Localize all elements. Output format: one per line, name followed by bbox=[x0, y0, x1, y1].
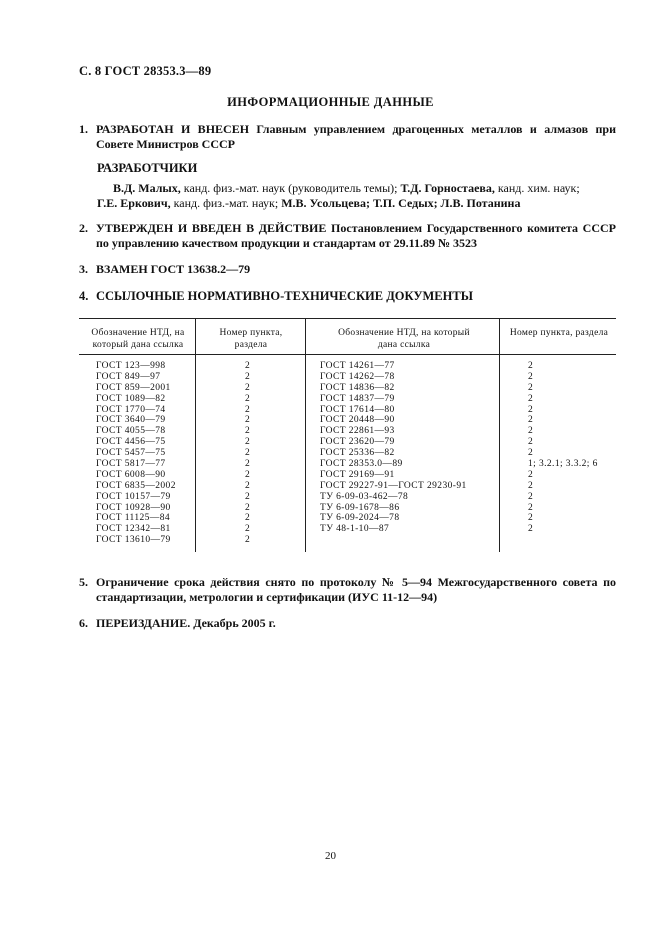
table-cell-item: 2 bbox=[528, 404, 534, 415]
table-cell-item: 2 bbox=[245, 480, 251, 491]
table-cell-doc: ГОСТ 14836—82 bbox=[320, 382, 395, 393]
section-number: 4. bbox=[79, 289, 89, 303]
section-5 bbox=[79, 575, 616, 605]
table-cell-doc: ГОСТ 859—2001 bbox=[96, 382, 171, 393]
right-items-column bbox=[528, 361, 598, 535]
section-text: Ограничение срока действия снято по протоколу № 5—94 Межгосударственного совета по стандартизации, метрологии и сертификации (ИУС 11-12—94) bbox=[96, 575, 616, 604]
table-cell-doc: ГОСТ 17614—80 bbox=[320, 404, 395, 415]
table-cell-doc: ГОСТ 29227-91—ГОСТ 29230-91 bbox=[320, 480, 467, 491]
table-cell-item: 2 bbox=[245, 491, 251, 502]
table-cell-doc: ГОСТ 14262—78 bbox=[320, 371, 395, 382]
section-text: ВЗАМЕН ГОСТ 13638.2—79 bbox=[96, 262, 251, 276]
column-divider bbox=[499, 318, 500, 552]
table-cell-doc: ГОСТ 22861—93 bbox=[320, 426, 395, 437]
table-cell-doc: ТУ 48-1-10—87 bbox=[320, 524, 390, 535]
table-cell-doc: ГОСТ 14837—79 bbox=[320, 393, 395, 404]
table-header-rule bbox=[79, 354, 616, 355]
table-cell-item: 2 bbox=[245, 513, 251, 524]
table-cell-doc: ГОСТ 29169—91 bbox=[320, 469, 395, 480]
table-cell-item: 2 bbox=[528, 502, 534, 513]
table-cell-item: 2 bbox=[528, 524, 534, 535]
table-cell-doc: ГОСТ 6835—2002 bbox=[96, 480, 176, 491]
table-cell-doc: ГОСТ 12342—81 bbox=[96, 524, 171, 535]
table-cell-item: 2 bbox=[528, 393, 534, 404]
left-items-column bbox=[245, 361, 250, 546]
header-item-left: Номер пункта, раздела bbox=[219, 328, 283, 350]
developer-name: В.Д. Малых, bbox=[113, 181, 181, 195]
table-cell-doc: ГОСТ 10928—90 bbox=[96, 502, 171, 513]
table-cell-item: 2 bbox=[528, 371, 534, 382]
table-cell-item: 2 bbox=[245, 459, 251, 470]
section-text: ПЕРЕИЗДАНИЕ. Декабрь 2005 г. bbox=[96, 616, 276, 630]
table-cell-item: 2 bbox=[528, 437, 534, 448]
table-cell-item: 2 bbox=[528, 480, 534, 491]
table-cell-item: 2 bbox=[528, 426, 534, 437]
table-cell-item: 2 bbox=[245, 426, 251, 437]
table-cell-item: 2 bbox=[245, 415, 251, 426]
table-cell-doc: ГОСТ 13610—79 bbox=[96, 535, 171, 546]
page-title: ИНФОРМАЦИОННЫЕ ДАННЫЕ bbox=[227, 95, 434, 109]
table-cell-item: 2 bbox=[245, 371, 251, 382]
table-cell-item: 2 bbox=[528, 469, 534, 480]
section-2 bbox=[79, 221, 616, 251]
section-number: 5. bbox=[79, 575, 88, 589]
table-top-rule bbox=[79, 318, 616, 319]
references-table bbox=[79, 318, 616, 552]
table-cell-doc: ГОСТ 20448—90 bbox=[320, 415, 395, 426]
section-1 bbox=[79, 122, 616, 152]
table-cell-doc: ТУ 6-09-2024—78 bbox=[320, 513, 400, 524]
left-docs-column bbox=[96, 361, 176, 546]
table-cell-item: 2 bbox=[528, 382, 534, 393]
section-text: УТВЕРЖДЕН И ВВЕДЕН В ДЕЙСТВИЕ Постановлением Государственного комитета СССР по управлению качеством продукции и стандартам от 29.11.89 № 3523 bbox=[96, 221, 616, 250]
header-doc-left: Обозначение НТД, на который дана ссылка bbox=[91, 328, 185, 350]
section-text: РАЗРАБОТАН И ВНЕСЕН Главным управлением драгоценных металлов и алмазов при Совете Министров СССР bbox=[96, 122, 616, 151]
table-cell-item: 2 bbox=[245, 361, 251, 371]
table-cell-item: 2 bbox=[245, 524, 251, 535]
table-cell-item: 2 bbox=[528, 513, 534, 524]
table-cell-doc: ГОСТ 5817—77 bbox=[96, 459, 166, 470]
table-cell-item: 2 bbox=[245, 535, 251, 546]
table-cell-doc: ГОСТ 25336—82 bbox=[320, 448, 395, 459]
table-cell-item: 1; 3.2.1; 3.3.2; 6 bbox=[528, 459, 598, 470]
table-cell-item: 2 bbox=[245, 437, 251, 448]
table-cell-item: 2 bbox=[245, 502, 251, 513]
section-number: 3. bbox=[79, 262, 88, 276]
developer-name: Т.Д. Горностаева, bbox=[400, 181, 495, 195]
section-number: 1. bbox=[79, 122, 88, 136]
table-cell-doc: ГОСТ 849—97 bbox=[96, 371, 161, 382]
developers-line-2 bbox=[97, 196, 616, 211]
column-divider bbox=[195, 318, 196, 552]
column-divider bbox=[305, 318, 306, 552]
table-cell-item: 2 bbox=[528, 448, 534, 459]
developer-degree: канд. физ.-мат. наук (руководитель темы); bbox=[180, 181, 398, 195]
developer-degree: канд. физ.-мат. наук; bbox=[170, 196, 279, 210]
table-cell-item: 2 bbox=[528, 491, 534, 502]
table-cell-item: 2 bbox=[245, 469, 251, 480]
section-6 bbox=[79, 616, 616, 631]
developer-names: М.В. Усольцева; Т.П. Седых; Л.В. Потанина bbox=[281, 196, 521, 210]
developer-name: Г.Е. Еркович, bbox=[97, 196, 171, 210]
section-number: 6. bbox=[79, 616, 88, 630]
table-cell-doc: ТУ 6-09-03-462—78 bbox=[320, 491, 409, 502]
section-text: ССЫЛОЧНЫЕ НОРМАТИВНО-ТЕХНИЧЕСКИЕ ДОКУМЕНТЫ bbox=[96, 289, 473, 303]
table-cell-doc: ГОСТ 23620—79 bbox=[320, 437, 395, 448]
developers-line-1 bbox=[113, 181, 616, 196]
table-cell-doc: ГОСТ 14261—77 bbox=[320, 361, 395, 371]
developers-list bbox=[97, 181, 616, 211]
table-cell-item: 2 bbox=[245, 393, 251, 404]
page-number: 20 bbox=[325, 850, 336, 862]
section-number: 2. bbox=[79, 221, 88, 235]
table-cell-doc: ГОСТ 5457—75 bbox=[96, 448, 166, 459]
section-3 bbox=[79, 262, 616, 277]
running-head: С. 8 ГОСТ 28353.3—89 bbox=[79, 64, 212, 78]
table-cell-doc: ТУ 6-09-1678—86 bbox=[320, 502, 400, 513]
table-cell-doc: ГОСТ 1089—82 bbox=[96, 393, 166, 404]
developers-heading: РАЗРАБОТЧИКИ bbox=[97, 161, 198, 175]
table-cell-item: 2 bbox=[528, 361, 534, 371]
developer-degree: канд. хим. наук; bbox=[494, 181, 580, 195]
table-cell-item: 2 bbox=[528, 415, 534, 426]
table-cell-item: 2 bbox=[245, 404, 251, 415]
header-doc-right: Обозначение НТД, на который дана ссылка bbox=[338, 328, 470, 350]
table-cell-doc: ГОСТ 28353.0—89 bbox=[320, 459, 403, 470]
header-item-right: Номер пункта, раздела bbox=[509, 328, 609, 338]
table-cell-doc: ГОСТ 11125—84 bbox=[96, 513, 170, 524]
table-cell-doc: ГОСТ 10157—79 bbox=[96, 491, 171, 502]
table-cell-doc: ГОСТ 6008—90 bbox=[96, 469, 166, 480]
table-cell-doc: ГОСТ 3640—79 bbox=[96, 415, 166, 426]
table-cell-doc: ГОСТ 4055—78 bbox=[96, 426, 166, 437]
table-cell-item: 2 bbox=[245, 382, 251, 393]
section-4 bbox=[79, 289, 616, 304]
table-cell-item: 2 bbox=[245, 448, 251, 459]
right-docs-column bbox=[320, 361, 467, 535]
table-cell-doc: ГОСТ 4456—75 bbox=[96, 437, 166, 448]
table-cell-doc: ГОСТ 123—998 bbox=[96, 361, 166, 371]
table-cell-doc: ГОСТ 1770—74 bbox=[96, 404, 166, 415]
